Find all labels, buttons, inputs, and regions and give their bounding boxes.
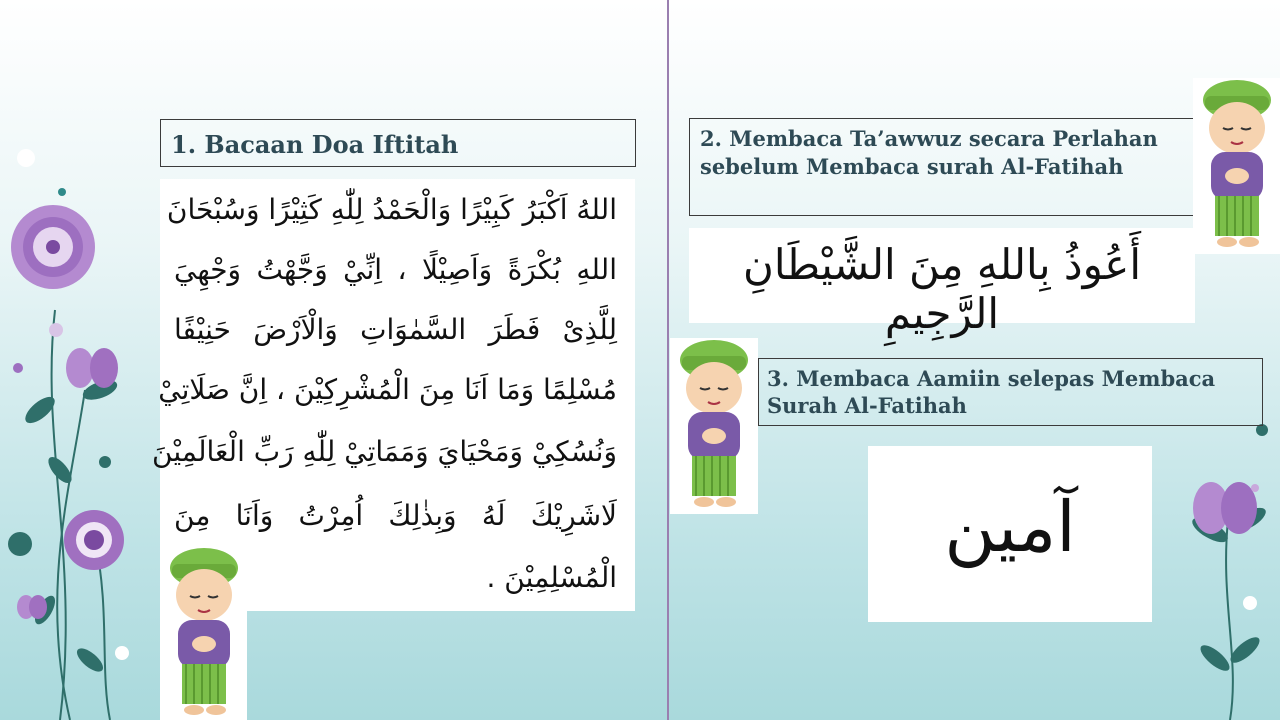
section3-title: 3. Membaca Aamiin selepas Membaca Surah Al-Fatihah: [758, 358, 1263, 426]
praying-boy-icon: [160, 540, 247, 720]
arabic-line: اللهِ بُكْرَةً وَاَصِيْلًا ، اِنِّيْ وَجَّهْتُ وَجْهِيَ: [174, 253, 617, 286]
taawwuz-arabic-panel: [689, 228, 1195, 338]
section2-title: 2. Membaca Ta’awwuz secara Perlahan sebelum Membaca surah Al-Fatihah: [689, 118, 1194, 216]
vertical-divider: [667, 0, 669, 720]
aamiin-arabic: آمين: [944, 486, 1076, 568]
praying-boy-icon: [1193, 78, 1280, 254]
flower-icon: [11, 205, 95, 289]
arabic-line: وَنُسُكِيْ وَمَحْيَايَ وَمَمَاتِيْ لِلّٰهِ رَبِّ الْعَالَمِيْنَ: [152, 435, 617, 468]
flower-icon: [1193, 482, 1257, 534]
flower-decoration-left: [0, 140, 160, 720]
praying-boy-icon: [670, 338, 758, 514]
section1-title: 1. Bacaan Doa Iftitah: [160, 119, 636, 167]
flower-decoration-right: [1160, 400, 1280, 720]
arabic-line: لَاشَرِيْكَ لَهُ وَبِذٰلِكَ اُمِرْتُ وَاَنَا مِنَ: [174, 499, 617, 532]
arabic-line: لِلَّذِىْ فَطَرَ السَّمٰوَاتِ وَالْاَرْضَ حَنِيْفًا: [174, 313, 617, 346]
arabic-line: اللهُ اَكْبَرُ كَبِيْرًا وَالْحَمْدُ لِلّٰهِ كَثِيْرًا وَسُبْحَانَ: [166, 193, 617, 226]
aamiin-arabic-panel: [868, 446, 1152, 622]
arabic-line: مُسْلِمًا وَمَا اَنَا مِنَ الْمُشْرِكِيْنَ ، اِنَّ صَلَاتِيْ: [158, 373, 617, 406]
flower-icon: [17, 595, 47, 619]
arabic-line: الْمُسْلِمِيْنَ .: [486, 561, 617, 594]
flower-icon: [64, 510, 124, 570]
flower-icon: [66, 348, 118, 388]
taawwuz-arabic: أَعُوذُ بِاللهِ مِنَ الشَّيْطَانِ الرَّجِيمِ: [742, 240, 1142, 338]
